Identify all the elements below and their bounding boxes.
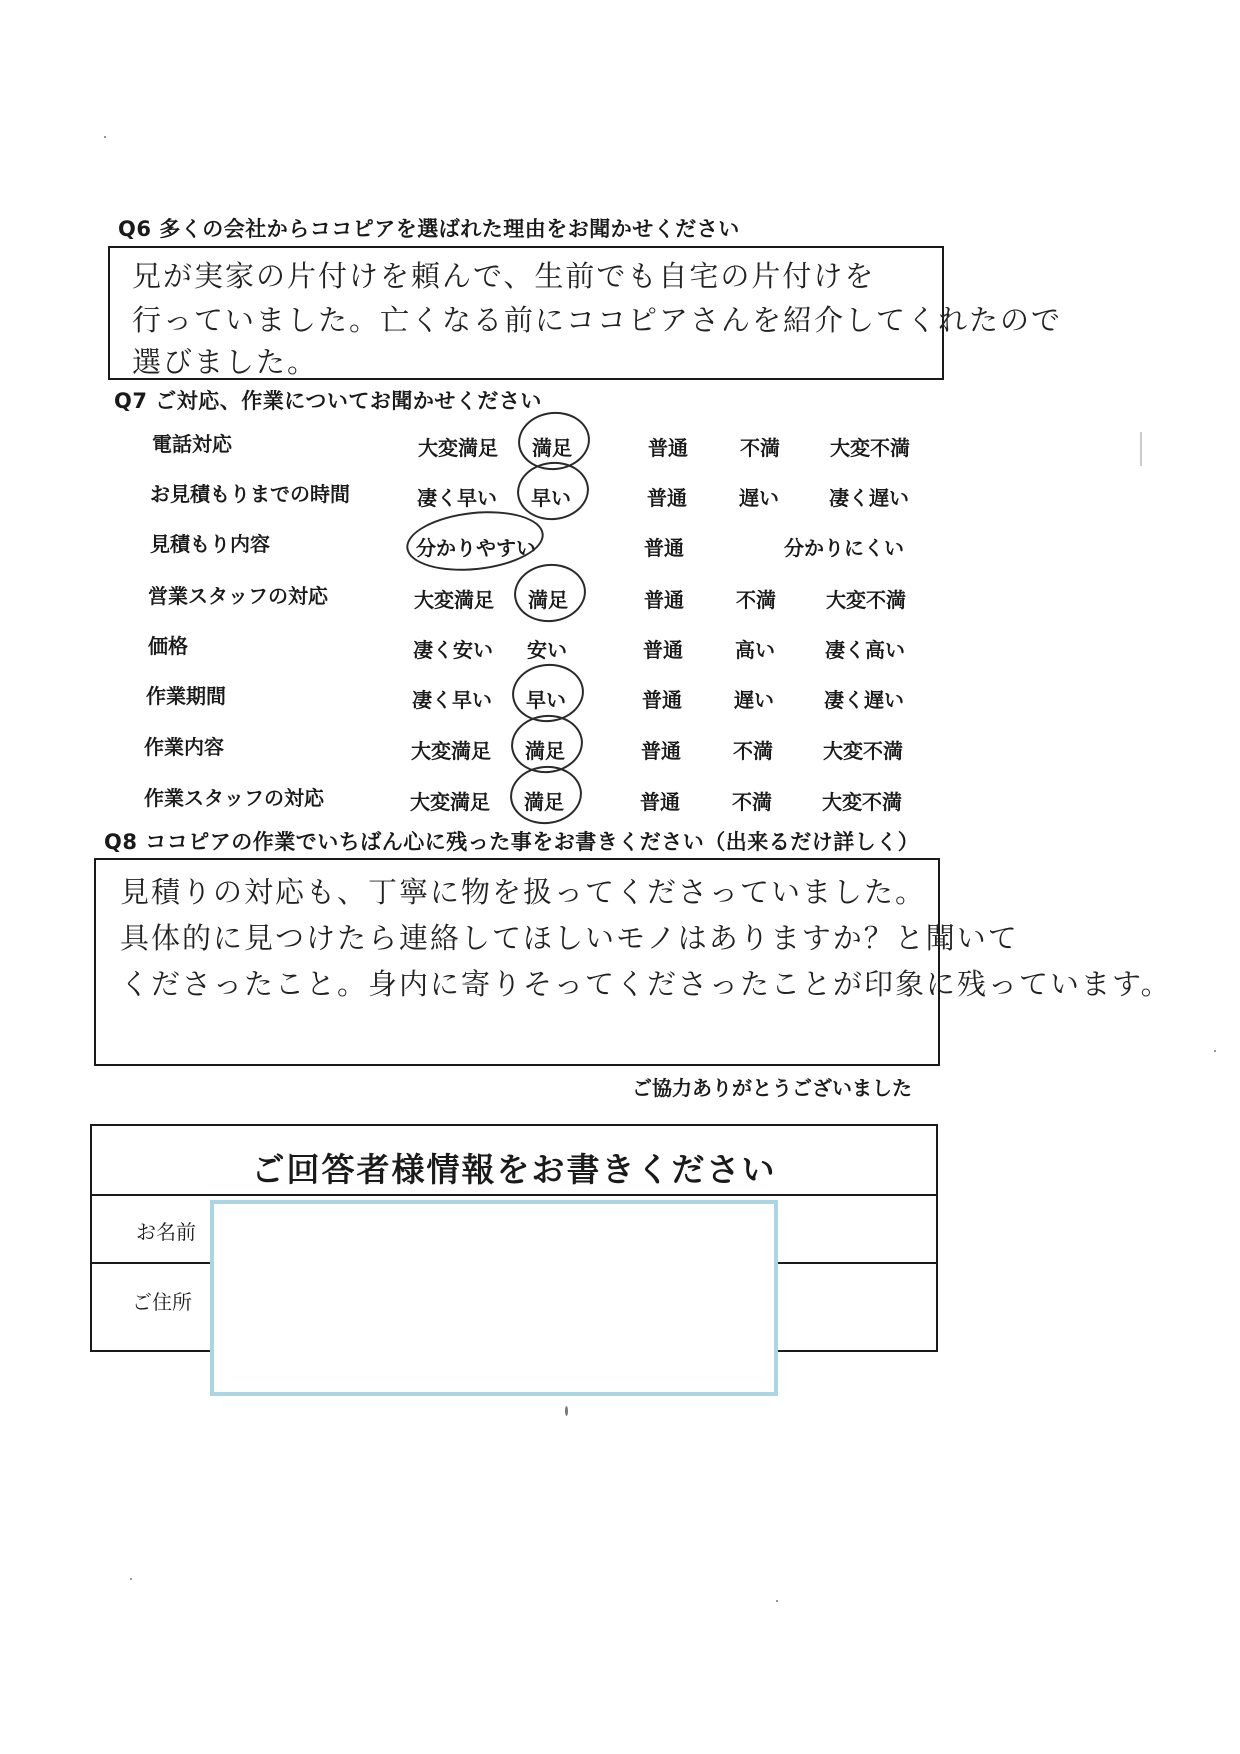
q7-row-label: 電話対応: [152, 432, 232, 456]
scan-speck: [776, 1600, 778, 1602]
q7-option[interactable]: 満足: [524, 790, 564, 814]
q7-option[interactable]: 大変不満: [826, 588, 906, 612]
q7-option[interactable]: 不満: [740, 436, 780, 460]
address-label: ご住所: [132, 1290, 192, 1314]
q7-option[interactable]: 満足: [525, 739, 565, 763]
q7-option[interactable]: 不満: [736, 588, 776, 612]
q7-option[interactable]: 満足: [532, 436, 572, 460]
q6-heading: Q6 多くの会社からココピアを選ばれた理由をお聞かせください: [118, 217, 740, 241]
q7-option[interactable]: 普通: [647, 486, 687, 510]
q7-option[interactable]: 大変満足: [414, 588, 494, 612]
redaction-box: [210, 1200, 778, 1396]
q7-option[interactable]: 大変不満: [822, 790, 902, 814]
q8-heading: Q8 ココピアの作業でいちばん心に残った事をお書きください（出来るだけ詳しく）: [104, 830, 920, 854]
q7-option[interactable]: 普通: [643, 638, 683, 662]
scan-speck: [1140, 432, 1142, 466]
q7-option[interactable]: 分かりやすい: [416, 536, 536, 560]
q7-row-label: お見積もりまでの時間: [150, 482, 350, 506]
q7-row-label: 見積もり内容: [150, 532, 270, 556]
scan-speck: [1214, 1050, 1216, 1052]
q7-option[interactable]: 分かりにくい: [784, 536, 904, 560]
selected-circle-mark: [514, 458, 592, 523]
q7-option[interactable]: 大変不満: [830, 436, 910, 460]
thanks-message: ご協力ありがとうございました: [632, 1076, 912, 1100]
q6-answer-box[interactable]: [108, 246, 1063, 380]
respondent-info-title: ご回答者様情報をお書きください: [251, 1150, 777, 1189]
q7-option[interactable]: 普通: [644, 588, 684, 612]
scan-speck: [130, 1578, 132, 1580]
q7-option[interactable]: 普通: [640, 790, 680, 814]
q7-option[interactable]: 大変満足: [410, 790, 490, 814]
q7-option[interactable]: 大変不満: [823, 739, 903, 763]
q8-answer-line: 見積りの対応も、丁寧に物を扱ってくださっていました。: [120, 875, 927, 909]
q7-option[interactable]: 凄く遅い: [824, 688, 904, 712]
q7-row-label: 価格: [148, 634, 188, 658]
divider: [92, 1194, 936, 1196]
q8-answer-box[interactable]: [94, 858, 1172, 1066]
q7-option[interactable]: 凄く早い: [417, 486, 497, 510]
q7-row-label: 作業期間: [146, 684, 226, 708]
q7-option[interactable]: 大変満足: [411, 739, 491, 763]
q7-option[interactable]: 不満: [732, 790, 772, 814]
q7-row-label: 作業内容: [144, 735, 224, 759]
q7-option[interactable]: 大変満足: [418, 436, 498, 460]
q6-answer-line: 兄が実家の片付けを頼んで、生前でも自宅の片付けを: [132, 259, 876, 293]
q7-heading: Q7 ご対応、作業についてお聞かせください: [114, 389, 542, 413]
q7-option[interactable]: 凄く安い: [413, 638, 493, 662]
selected-circle-mark: [403, 505, 546, 577]
q7-option[interactable]: 高い: [735, 638, 775, 662]
q7-option[interactable]: 普通: [644, 536, 684, 560]
scan-speck: [104, 136, 106, 138]
q7-option[interactable]: 普通: [642, 688, 682, 712]
q8-answer-line: くださったこと。身内に寄りそってくださったことが印象に残っています。: [120, 967, 1172, 1001]
selected-circle-mark: [511, 560, 589, 625]
q7-option[interactable]: 早い: [526, 688, 566, 712]
q7-option[interactable]: 普通: [648, 436, 688, 460]
selected-circle-mark: [507, 762, 585, 827]
q7-row-label: 作業スタッフの対応: [144, 786, 324, 810]
q8-answer-line: 具体的に見つけたら連絡してほしいモノはありますか？と聞いて: [120, 921, 1019, 955]
q7-option[interactable]: 遅い: [739, 486, 779, 510]
q7-option[interactable]: 早い: [531, 486, 571, 510]
name-label: お名前: [136, 1220, 196, 1244]
q7-option[interactable]: 凄く高い: [825, 638, 905, 662]
q7-option[interactable]: 普通: [641, 739, 681, 763]
q7-option[interactable]: 凄く遅い: [829, 486, 909, 510]
q7-option[interactable]: 満足: [528, 588, 568, 612]
q7-option[interactable]: 凄く早い: [412, 688, 492, 712]
q7-option[interactable]: 遅い: [734, 688, 774, 712]
q7-option[interactable]: 安い: [527, 638, 567, 662]
q7-row-label: 営業スタッフの対応: [148, 584, 328, 608]
q6-answer-line: 選びました。: [132, 345, 319, 379]
q7-option[interactable]: 不満: [733, 739, 773, 763]
q6-answer-line: 行っていました。亡くなる前にココピアさんを紹介してくれたので: [132, 303, 1063, 337]
scan-speck: [565, 1406, 568, 1416]
